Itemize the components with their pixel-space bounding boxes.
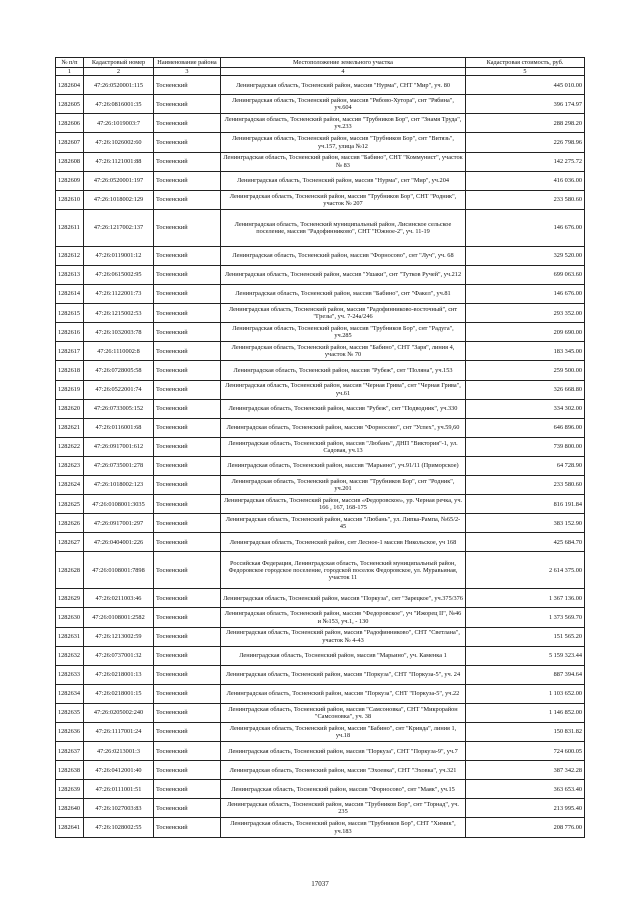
cadastral-value: 233 580.60 xyxy=(466,190,585,209)
land-location: Ленинградская область, Тосненский район, массив "Любань", ул. Липка-Рампа, №65/2-45 xyxy=(221,514,466,533)
cadastral-value: 64 728.90 xyxy=(466,456,585,475)
cadastral-number: 47:26:0816001:35 xyxy=(84,95,154,114)
header-column-numbers xyxy=(56,68,585,76)
district-name: Тосненский xyxy=(154,361,221,380)
cadastral-number: 47:26:0522001:74 xyxy=(84,380,154,399)
row-number: 1282623 xyxy=(56,456,84,475)
land-location: Ленинградская область, Тосненский район, массив "Бабино", СНТ "Заря", линия 4, участок № 70 xyxy=(221,342,466,361)
row-number: 1282640 xyxy=(56,799,84,818)
table-row xyxy=(56,342,585,361)
land-location: Ленинградская область, Тосненский район, снт Лесное-1 массив Никольское, уч 168 xyxy=(221,533,466,552)
land-location: Ленинградская область, Тосненский район, массив "Радофинниково-восточный", снт "Грезы", уч. 7-24а/246 xyxy=(221,304,466,323)
cadastral-number: 47:26:0615002:95 xyxy=(84,265,154,284)
cadastral-number: 47:26:1018002:123 xyxy=(84,475,154,494)
district-name: Тосненский xyxy=(154,133,221,152)
cadastral-value: 816 191.84 xyxy=(466,495,585,514)
land-location: Ленинградская область, Тосненский район, массив "Трубников Бор", СНТ "Химик", уч.183 xyxy=(221,818,466,837)
table-row xyxy=(56,646,585,665)
cadastral-value-table xyxy=(55,57,585,838)
cadastral-number: 47:26:1121001:88 xyxy=(84,152,154,171)
land-location: Ленинградская область, Тосненский район, массив "Форносово", снт "Маяк", уч.15 xyxy=(221,780,466,799)
land-location: Ленинградская область, Тосненский район, массив "Поркуза", снт "Зарецкое", уч.375/376 xyxy=(221,589,466,608)
column-number-1: 1 xyxy=(56,68,84,76)
table-row xyxy=(56,723,585,742)
row-number: 1282636 xyxy=(56,723,84,742)
cadastral-value: 387 342.28 xyxy=(466,761,585,780)
land-location: Ленинградская область, Тосненский район, массив "Бабино", снт "Факел", уч.81 xyxy=(221,285,466,304)
row-number: 1282614 xyxy=(56,285,84,304)
land-location: Ленинградская область, Тосненский муниципальный район, Лисинское сельское поселение, массив "Радофинниково", СНТ "Южное-2", уч. 11-19 xyxy=(221,209,466,246)
table-row xyxy=(56,418,585,437)
column-number-3: 3 xyxy=(154,68,221,76)
cadastral-value: 151 565.20 xyxy=(466,627,585,646)
cadastral-value: 1 103 652.00 xyxy=(466,684,585,703)
table-row xyxy=(56,265,585,284)
cadastral-number: 47:26:0917001:612 xyxy=(84,437,154,456)
row-number: 1282615 xyxy=(56,304,84,323)
cadastral-value: 146 676.00 xyxy=(466,285,585,304)
land-location: Ленинградская область, Тосненский район, массив «Федоровское», ур. Черная речка, уч. 166 , 167, 168-175 xyxy=(221,495,466,514)
row-number: 1282635 xyxy=(56,703,84,722)
cadastral-value: 233 580.60 xyxy=(466,475,585,494)
row-number: 1282609 xyxy=(56,171,84,190)
cadastral-value: 1 367 136.00 xyxy=(466,589,585,608)
cadastral-value: 213 995.40 xyxy=(466,799,585,818)
row-number: 1282606 xyxy=(56,114,84,133)
district-name: Тосненский xyxy=(154,285,221,304)
land-location: Ленинградская область, Тосненский район, массив "Рябово-Хутора", снт "Рябина", уч.604 xyxy=(221,95,466,114)
table-row xyxy=(56,456,585,475)
district-name: Тосненский xyxy=(154,418,221,437)
table-row xyxy=(56,627,585,646)
table-row xyxy=(56,799,585,818)
land-location: Ленинградская область, Тосненский район, массив "Трубников Бор", СНТ "Родник", участок № 207 xyxy=(221,190,466,209)
row-number: 1282618 xyxy=(56,361,84,380)
cadastral-number: 47:26:0213001:3 xyxy=(84,742,154,761)
district-name: Тосненский xyxy=(154,703,221,722)
cadastral-number: 47:26:0119001:12 xyxy=(84,246,154,265)
table-row xyxy=(56,818,585,837)
cadastral-number: 47:26:0111001:51 xyxy=(84,780,154,799)
row-number: 1282620 xyxy=(56,399,84,418)
row-number: 1282619 xyxy=(56,380,84,399)
header-district: Наименование района xyxy=(154,58,221,68)
table-row xyxy=(56,552,585,589)
table-row xyxy=(56,684,585,703)
row-number: 1282610 xyxy=(56,190,84,209)
table-header xyxy=(56,58,585,76)
row-number: 1282612 xyxy=(56,246,84,265)
cadastral-number: 47:26:1018002:129 xyxy=(84,190,154,209)
table-row xyxy=(56,209,585,246)
cadastral-value: 150 831.82 xyxy=(466,723,585,742)
cadastral-value: 288 298.20 xyxy=(466,114,585,133)
cadastral-number: 47:26:1019003:7 xyxy=(84,114,154,133)
cadastral-number: 47:26:1217002:137 xyxy=(84,209,154,246)
table-row xyxy=(56,285,585,304)
land-location: Ленинградская область, Тосненский район, массив "Форносово", снт "Луч", уч. 68 xyxy=(221,246,466,265)
district-name: Тосненский xyxy=(154,265,221,284)
column-number-2: 2 xyxy=(84,68,154,76)
land-location: Ленинградская область, Тосненский район, массив "Марьино", уч. Каменка 1 xyxy=(221,646,466,665)
table-row xyxy=(56,361,585,380)
table-row xyxy=(56,475,585,494)
cadastral-value: 226 798.96 xyxy=(466,133,585,152)
district-name: Тосненский xyxy=(154,608,221,627)
row-number: 1282629 xyxy=(56,589,84,608)
district-name: Тосненский xyxy=(154,799,221,818)
cadastral-number: 47:26:0404001:226 xyxy=(84,533,154,552)
district-name: Тосненский xyxy=(154,342,221,361)
table-row xyxy=(56,76,585,95)
header-cadastral-number: Кадастровый номер xyxy=(84,58,154,68)
cadastral-number: 47:26:0412001:40 xyxy=(84,761,154,780)
land-location: Ленинградская область, Тосненский район, массив "Радофинниково", СНТ "Светлана", участок № 4-43 xyxy=(221,627,466,646)
cadastral-value: 259 500.00 xyxy=(466,361,585,380)
table-body xyxy=(56,76,585,837)
district-name: Тосненский xyxy=(154,380,221,399)
row-number: 1282605 xyxy=(56,95,84,114)
district-name: Тосненский xyxy=(154,761,221,780)
row-number: 1282616 xyxy=(56,323,84,342)
cadastral-number: 47:26:1215002:53 xyxy=(84,304,154,323)
row-number: 1282630 xyxy=(56,608,84,627)
header-location: Местоположение земельного участка xyxy=(221,58,466,68)
table-row xyxy=(56,514,585,533)
land-location: Ленинградская область, Тосненский район, массив "Самсоновка", СНТ "Микрорайон "Самсоновка", уч. 38 xyxy=(221,703,466,722)
table-row xyxy=(56,703,585,722)
land-location: Ленинградская область, Тосненский район, массив "Трубников Бор", снт "Родник", уч.201 xyxy=(221,475,466,494)
land-location: Ленинградская область, Тосненский район, массив "Бабино", СНТ "Коммунист", участок № 83 xyxy=(221,152,466,171)
cadastral-value: 699 063.60 xyxy=(466,265,585,284)
cadastral-value: 724 600.05 xyxy=(466,742,585,761)
district-name: Тосненский xyxy=(154,76,221,95)
land-location: Ленинградская область, Тосненский район, массив "Трубников Бор", снт "Радуга", уч.285 xyxy=(221,323,466,342)
row-number: 1282604 xyxy=(56,76,84,95)
cadastral-number: 47:26:1110002:8 xyxy=(84,342,154,361)
district-name: Тосненский xyxy=(154,95,221,114)
row-number: 1282637 xyxy=(56,742,84,761)
land-location: Ленинградская область, Тосненский район, массив "Форносово", снт "Успех", уч.59,60 xyxy=(221,418,466,437)
row-number: 1282624 xyxy=(56,475,84,494)
cadastral-value: 2 614 375.00 xyxy=(466,552,585,589)
land-location: Ленинградская область, Тосненский район, массив "Эхоевка", СНТ "Эховка", уч.321 xyxy=(221,761,466,780)
table-row xyxy=(56,437,585,456)
column-number-4: 4 xyxy=(221,68,466,76)
cadastral-number: 47:26:1213002:59 xyxy=(84,627,154,646)
district-name: Тосненский xyxy=(154,399,221,418)
table-row xyxy=(56,742,585,761)
row-number: 1282611 xyxy=(56,209,84,246)
cadastral-number: 47:26:1117001:24 xyxy=(84,723,154,742)
cadastral-value: 293 352.00 xyxy=(466,304,585,323)
table-row xyxy=(56,323,585,342)
cadastral-value: 146 676.00 xyxy=(466,209,585,246)
cadastral-number: 47:26:0108001:3035 xyxy=(84,495,154,514)
row-number: 1282628 xyxy=(56,552,84,589)
district-name: Тосненский xyxy=(154,437,221,456)
table-row xyxy=(56,589,585,608)
district-name: Тосненский xyxy=(154,742,221,761)
row-number: 1282632 xyxy=(56,646,84,665)
district-name: Тосненский xyxy=(154,190,221,209)
land-location: Ленинградская область, Тосненский район, массив "Поркуза", СНТ "Поркуза-9", уч.7 xyxy=(221,742,466,761)
cadastral-value: 383 152.90 xyxy=(466,514,585,533)
land-location: Ленинградская область, Тосненский район, массив "Трубников Бор", снт "Витязь", уч.157, улица №12 xyxy=(221,133,466,152)
cadastral-number: 47:26:0520001:115 xyxy=(84,76,154,95)
cadastral-number: 47:26:0737001:32 xyxy=(84,646,154,665)
district-name: Тосненский xyxy=(154,589,221,608)
cadastral-number: 47:26:0917001:297 xyxy=(84,514,154,533)
row-number: 1282627 xyxy=(56,533,84,552)
table-row xyxy=(56,171,585,190)
district-name: Тосненский xyxy=(154,646,221,665)
cadastral-number: 47:26:1027003:83 xyxy=(84,799,154,818)
cadastral-value: 739 800.00 xyxy=(466,437,585,456)
cadastral-number: 47:26:1122001:73 xyxy=(84,285,154,304)
district-name: Тосненский xyxy=(154,665,221,684)
district-name: Тосненский xyxy=(154,209,221,246)
cadastral-value: 646 896.00 xyxy=(466,418,585,437)
row-number: 1282641 xyxy=(56,818,84,837)
district-name: Тосненский xyxy=(154,495,221,514)
header-cadastral-value: Кадастровая стоимость, руб. xyxy=(466,58,585,68)
land-location: Ленинградская область, Тосненский район, массив "Нурма", снт "Мир", уч.204 xyxy=(221,171,466,190)
row-number: 1282622 xyxy=(56,437,84,456)
cadastral-value: 887 394.64 xyxy=(466,665,585,684)
land-location: Ленинградская область, Тосненский район, массив "Рубеж", снт "Поляна", уч.153 xyxy=(221,361,466,380)
district-name: Тосненский xyxy=(154,514,221,533)
cadastral-value: 5 159 323.44 xyxy=(466,646,585,665)
column-number-5: 5 xyxy=(466,68,585,76)
table-row xyxy=(56,665,585,684)
land-location: Ленинградская область, Тосненский район, массив "Нурма", СНТ "Мир", уч. 80 xyxy=(221,76,466,95)
row-number: 1282626 xyxy=(56,514,84,533)
land-location: Ленинградская область, Тосненский район, массив "Ушаки", снт "Тутков Ручей", уч.212 xyxy=(221,265,466,284)
cadastral-number: 47:26:0728005:58 xyxy=(84,361,154,380)
district-name: Тосненский xyxy=(154,552,221,589)
cadastral-value: 183 345.00 xyxy=(466,342,585,361)
table-row xyxy=(56,399,585,418)
cadastral-value: 416 036.00 xyxy=(466,171,585,190)
cadastral-value: 445 010.00 xyxy=(466,76,585,95)
cadastral-number: 47:26:0520001:197 xyxy=(84,171,154,190)
cadastral-value: 142 275.72 xyxy=(466,152,585,171)
row-number: 1282631 xyxy=(56,627,84,646)
row-number: 1282633 xyxy=(56,665,84,684)
row-number: 1282638 xyxy=(56,761,84,780)
land-location: Ленинградская область, Тосненский район, массив "Трубников Бор", снт "Торнад", уч. 235 xyxy=(221,799,466,818)
table-row xyxy=(56,608,585,627)
cadastral-number: 47:26:1026002:60 xyxy=(84,133,154,152)
cadastral-value: 208 776.00 xyxy=(466,818,585,837)
cadastral-value: 425 684.70 xyxy=(466,533,585,552)
cadastral-value: 334 302.00 xyxy=(466,399,585,418)
cadastral-value: 1 146 852.00 xyxy=(466,703,585,722)
district-name: Тосненский xyxy=(154,304,221,323)
land-location: Ленинградская область, Тосненский район, массив "Поркуза", СНТ "Поркуза-5", уч. 24 xyxy=(221,665,466,684)
cadastral-number: 47:26:0218001:13 xyxy=(84,665,154,684)
cadastral-number: 47:26:0218001:15 xyxy=(84,684,154,703)
land-location: Российская Федерация, Ленинградская область, Тосненский муниципальный район, Федоровское городское поселение, городской поселок Федоровское, ул. Муравьиная, участок 11 xyxy=(221,552,466,589)
table-row xyxy=(56,495,585,514)
cadastral-value: 1 373 569.70 xyxy=(466,608,585,627)
table-row xyxy=(56,780,585,799)
row-number: 1282625 xyxy=(56,495,84,514)
cadastral-number: 47:26:0108001:2582 xyxy=(84,608,154,627)
district-name: Тосненский xyxy=(154,475,221,494)
header-number: № п/п xyxy=(56,58,84,68)
land-location: Ленинградская область, Тосненский район, массив "Черная Грива", снт "Черная Грива", уч.61 xyxy=(221,380,466,399)
district-name: Тосненский xyxy=(154,171,221,190)
land-location: Ленинградская область, Тосненский район, массив "Марьино", уч.91/11 (Приморское) xyxy=(221,456,466,475)
row-number: 1282613 xyxy=(56,265,84,284)
district-name: Тосненский xyxy=(154,323,221,342)
district-name: Тосненский xyxy=(154,818,221,837)
table-row xyxy=(56,190,585,209)
land-location: Ленинградская область, Тосненский район, массив "Федоровское", уч "Ижорец II", №46 и №153, уч.1, - 130 xyxy=(221,608,466,627)
district-name: Тосненский xyxy=(154,780,221,799)
cadastral-value: 396 174.97 xyxy=(466,95,585,114)
cadastral-value: 326 668.80 xyxy=(466,380,585,399)
table-row xyxy=(56,95,585,114)
land-location: Ленинградская область, Тосненский район, массив "Поркуза", СНТ "Поркуза-5", уч.22 xyxy=(221,684,466,703)
land-location: Ленинградская область, Тосненский район, массив "Трубников Бор", снт "Знамя Труда", уч.233 xyxy=(221,114,466,133)
table-row xyxy=(56,133,585,152)
district-name: Тосненский xyxy=(154,627,221,646)
cadastral-value: 329 520.00 xyxy=(466,246,585,265)
table-row xyxy=(56,246,585,265)
table-row xyxy=(56,380,585,399)
row-number: 1282639 xyxy=(56,780,84,799)
page-number: 17037 xyxy=(311,880,329,888)
cadastral-number: 47:26:0116001:68 xyxy=(84,418,154,437)
cadastral-value: 363 653.40 xyxy=(466,780,585,799)
land-location: Ленинградская область, Тосненский район, массив "Бабино", снт "Кривда", линия 1, уч.18 xyxy=(221,723,466,742)
row-number: 1282634 xyxy=(56,684,84,703)
district-name: Тосненский xyxy=(154,152,221,171)
cadastral-number: 47:26:0205002:240 xyxy=(84,703,154,722)
table-row xyxy=(56,304,585,323)
row-number: 1282617 xyxy=(56,342,84,361)
district-name: Тосненский xyxy=(154,533,221,552)
cadastral-number: 47:26:0733005:152 xyxy=(84,399,154,418)
table-row xyxy=(56,114,585,133)
row-number: 1282621 xyxy=(56,418,84,437)
cadastral-value: 209 690.00 xyxy=(466,323,585,342)
row-number: 1282607 xyxy=(56,133,84,152)
header-row xyxy=(56,58,585,68)
district-name: Тосненский xyxy=(154,684,221,703)
land-location: Ленинградская область, Тосненский район, массив "Любань", ДНП "Виктория"-1, ул. Садовая, уч.13 xyxy=(221,437,466,456)
district-name: Тосненский xyxy=(154,246,221,265)
row-number: 1282608 xyxy=(56,152,84,171)
cadastral-number: 47:26:0108001:7898 xyxy=(84,552,154,589)
table-row xyxy=(56,533,585,552)
district-name: Тосненский xyxy=(154,723,221,742)
land-location: Ленинградская область, Тосненский район, массив "Рубеж", снт "Подводник", уч.330 xyxy=(221,399,466,418)
cadastral-number: 47:26:0735001:278 xyxy=(84,456,154,475)
district-name: Тосненский xyxy=(154,114,221,133)
cadastral-number: 47:26:1028002:55 xyxy=(84,818,154,837)
district-name: Тосненский xyxy=(154,456,221,475)
table-row xyxy=(56,761,585,780)
cadastral-number: 47:26:1032003:78 xyxy=(84,323,154,342)
cadastral-number: 47:26:0211003:46 xyxy=(84,589,154,608)
table-row xyxy=(56,152,585,171)
